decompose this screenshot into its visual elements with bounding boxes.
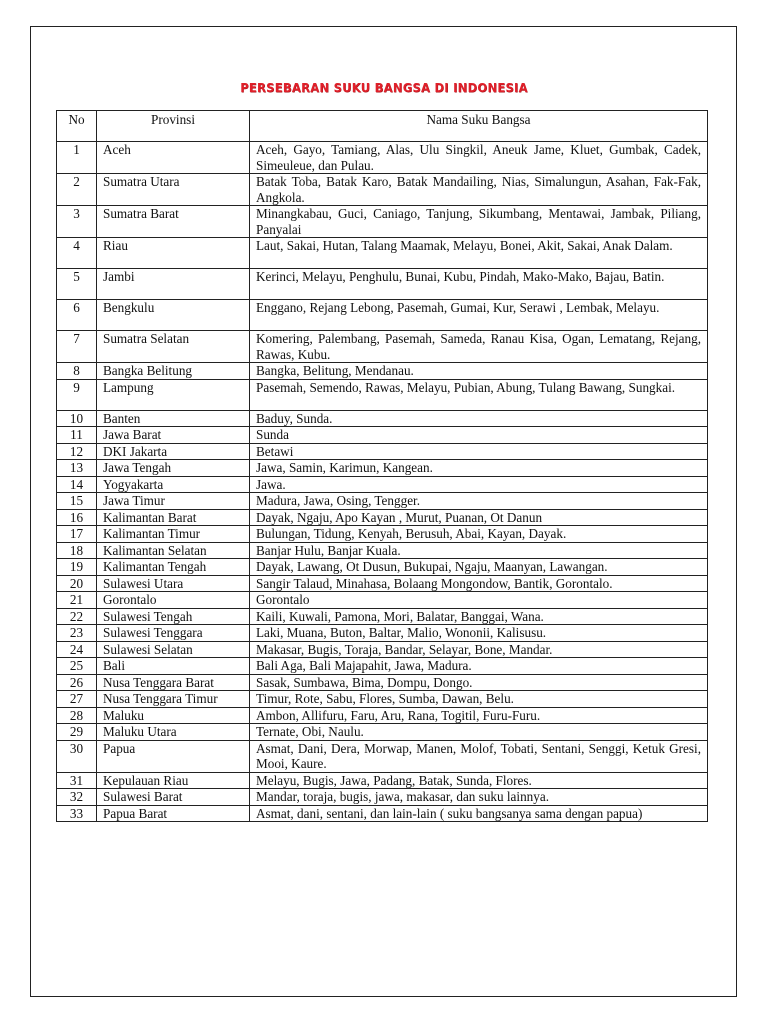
- row-number: 20: [57, 575, 97, 592]
- row-provinsi: Sulawesi Tenggara: [97, 625, 250, 642]
- row-suku-bangsa: Enggano, Rejang Lebong, Pasemah, Gumai, Kur, Serawi , Lembak, Melayu.: [250, 300, 708, 331]
- row-provinsi: Kalimantan Selatan: [97, 542, 250, 559]
- row-suku-bangsa: Melayu, Bugis, Jawa, Padang, Batak, Sunda, Flores.: [250, 772, 708, 789]
- row-number: 12: [57, 443, 97, 460]
- row-suku-bangsa: Banjar Hulu, Banjar Kuala.: [250, 542, 708, 559]
- row-number: 5: [57, 269, 97, 300]
- row-number: 15: [57, 493, 97, 510]
- row-suku-bangsa: Laut, Sakai, Hutan, Talang Maamak, Melayu, Bonei, Akit, Sakai, Anak Dalam.: [250, 238, 708, 269]
- row-provinsi: Sumatra Utara: [97, 174, 250, 206]
- row-suku-bangsa: Ternate, Obi, Naulu.: [250, 724, 708, 741]
- page-title: PERSEBARAN SUKU BANGSA DI INDONESIA: [240, 80, 528, 95]
- row-suku-bangsa: Ambon, Allifuru, Faru, Aru, Rana, Togitil, Furu-Furu.: [250, 707, 708, 724]
- table-row: [57, 724, 708, 741]
- row-number: 4: [57, 238, 97, 269]
- row-provinsi: Riau: [97, 238, 250, 269]
- header-suku: Nama Suku Bangsa: [250, 111, 708, 142]
- table-row: [57, 707, 708, 724]
- table-row: [57, 142, 708, 174]
- row-suku-bangsa: Jawa, Samin, Karimun, Kangean.: [250, 460, 708, 477]
- table-row: [57, 608, 708, 625]
- table-row: [57, 476, 708, 493]
- row-provinsi: Kalimantan Barat: [97, 509, 250, 526]
- row-number: 21: [57, 592, 97, 609]
- row-number: 6: [57, 300, 97, 331]
- row-provinsi: Kepulauan Riau: [97, 772, 250, 789]
- row-number: 17: [57, 526, 97, 543]
- row-number: 14: [57, 476, 97, 493]
- table-row: [57, 300, 708, 331]
- row-suku-bangsa: Madura, Jawa, Osing, Tengger.: [250, 493, 708, 510]
- row-provinsi: Gorontalo: [97, 592, 250, 609]
- row-suku-bangsa: Bangka, Belitung, Mendanau.: [250, 363, 708, 380]
- row-number: 33: [57, 805, 97, 822]
- row-provinsi: Jawa Timur: [97, 493, 250, 510]
- table-row: [57, 575, 708, 592]
- row-number: 18: [57, 542, 97, 559]
- row-provinsi: Jambi: [97, 269, 250, 300]
- row-number: 16: [57, 509, 97, 526]
- row-suku-bangsa: Dayak, Ngaju, Apo Kayan , Murut, Puanan, Ot Danun: [250, 509, 708, 526]
- table-row: [57, 269, 708, 300]
- row-suku-bangsa: Baduy, Sunda.: [250, 410, 708, 427]
- row-provinsi: Banten: [97, 410, 250, 427]
- table-row: [57, 331, 708, 363]
- row-number: 27: [57, 691, 97, 708]
- row-suku-bangsa: Sunda: [250, 427, 708, 444]
- row-suku-bangsa: Kaili, Kuwali, Pamona, Mori, Balatar, Banggai, Wana.: [250, 608, 708, 625]
- row-number: 13: [57, 460, 97, 477]
- row-suku-bangsa: Betawi: [250, 443, 708, 460]
- table-row: [57, 592, 708, 609]
- row-provinsi: Papua Barat: [97, 805, 250, 822]
- row-number: 9: [57, 379, 97, 410]
- row-number: 26: [57, 674, 97, 691]
- table-row: [57, 379, 708, 410]
- row-suku-bangsa: Mandar, toraja, bugis, jawa, makasar, dan suku lainnya.: [250, 789, 708, 806]
- table-row: [57, 526, 708, 543]
- row-suku-bangsa: Laki, Muana, Buton, Baltar, Malio, Wononii, Kalisusu.: [250, 625, 708, 642]
- row-suku-bangsa: Sangir Talaud, Minahasa, Bolaang Mongondow, Bantik, Gorontalo.: [250, 575, 708, 592]
- row-suku-bangsa: Asmat, Dani, Dera, Morwap, Manen, Molof, Tobati, Sentani, Senggi, Ketuk Gresi, Mooi, Kaure.: [250, 740, 708, 772]
- table-row: [57, 658, 708, 675]
- row-suku-bangsa: Bulungan, Tidung, Kenyah, Berusuh, Abai, Kayan, Dayak.: [250, 526, 708, 543]
- row-provinsi: Sulawesi Utara: [97, 575, 250, 592]
- table-row: [57, 206, 708, 238]
- table-row: [57, 174, 708, 206]
- table-row: [57, 559, 708, 576]
- table-row: [57, 625, 708, 642]
- table-row: [57, 789, 708, 806]
- row-suku-bangsa: Pasemah, Semendo, Rawas, Melayu, Pubian, Abung, Tulang Bawang, Sungkai.: [250, 379, 708, 410]
- row-provinsi: Sumatra Barat: [97, 206, 250, 238]
- row-number: 28: [57, 707, 97, 724]
- row-suku-bangsa: Gorontalo: [250, 592, 708, 609]
- table-row: [57, 509, 708, 526]
- table-row: [57, 460, 708, 477]
- row-provinsi: Lampung: [97, 379, 250, 410]
- row-provinsi: Maluku: [97, 707, 250, 724]
- table-row: [57, 740, 708, 772]
- row-provinsi: Bengkulu: [97, 300, 250, 331]
- row-number: 10: [57, 410, 97, 427]
- row-provinsi: Sulawesi Barat: [97, 789, 250, 806]
- table-row: [57, 641, 708, 658]
- table-row: [57, 427, 708, 444]
- row-provinsi: Nusa Tenggara Timur: [97, 691, 250, 708]
- row-number: 30: [57, 740, 97, 772]
- row-suku-bangsa: Makasar, Bugis, Toraja, Bandar, Selayar, Bone, Mandar.: [250, 641, 708, 658]
- table-row: [57, 363, 708, 380]
- row-provinsi: Yogyakarta: [97, 476, 250, 493]
- row-suku-bangsa: Komering, Palembang, Pasemah, Sameda, Ranau Kisa, Ogan, Lematang, Rejang, Rawas, Kubu.: [250, 331, 708, 363]
- table-row: [57, 410, 708, 427]
- row-number: 7: [57, 331, 97, 363]
- row-provinsi: DKI Jakarta: [97, 443, 250, 460]
- table-row: [57, 443, 708, 460]
- table-row: [57, 238, 708, 269]
- row-number: 31: [57, 772, 97, 789]
- row-number: 25: [57, 658, 97, 675]
- row-provinsi: Jawa Barat: [97, 427, 250, 444]
- row-number: 24: [57, 641, 97, 658]
- row-number: 23: [57, 625, 97, 642]
- table-row: [57, 691, 708, 708]
- row-provinsi: Sulawesi Tengah: [97, 608, 250, 625]
- row-suku-bangsa: Batak Toba, Batak Karo, Batak Mandailing, Nias, Simalungun, Asahan, Fak-Fak, Angkola.: [250, 174, 708, 206]
- row-provinsi: Sumatra Selatan: [97, 331, 250, 363]
- row-suku-bangsa: Bali Aga, Bali Majapahit, Jawa, Madura.: [250, 658, 708, 675]
- row-suku-bangsa: Jawa.: [250, 476, 708, 493]
- row-provinsi: Maluku Utara: [97, 724, 250, 741]
- row-provinsi: Kalimantan Timur: [97, 526, 250, 543]
- table-row: [57, 805, 708, 822]
- row-provinsi: Sulawesi Selatan: [97, 641, 250, 658]
- table-row: [57, 674, 708, 691]
- row-number: 3: [57, 206, 97, 238]
- row-provinsi: Jawa Tengah: [97, 460, 250, 477]
- table-body: [57, 142, 708, 822]
- row-provinsi: Nusa Tenggara Barat: [97, 674, 250, 691]
- row-number: 8: [57, 363, 97, 380]
- table-row: [57, 542, 708, 559]
- row-provinsi: Aceh: [97, 142, 250, 174]
- row-provinsi: Bangka Belitung: [97, 363, 250, 380]
- row-suku-bangsa: Dayak, Lawang, Ot Dusun, Bukupai, Ngaju, Maanyan, Lawangan.: [250, 559, 708, 576]
- header-provinsi: Provinsi: [97, 111, 250, 142]
- table-header-row: [57, 111, 708, 142]
- row-number: 2: [57, 174, 97, 206]
- row-suku-bangsa: Asmat, dani, sentani, dan lain-lain ( suku bangsanya sama dengan papua): [250, 805, 708, 822]
- suku-bangsa-table: [56, 110, 708, 822]
- row-suku-bangsa: Sasak, Sumbawa, Bima, Dompu, Dongo.: [250, 674, 708, 691]
- row-number: 1: [57, 142, 97, 174]
- row-number: 32: [57, 789, 97, 806]
- row-suku-bangsa: Timur, Rote, Sabu, Flores, Sumba, Dawan, Belu.: [250, 691, 708, 708]
- row-provinsi: Kalimantan Tengah: [97, 559, 250, 576]
- table-row: [57, 493, 708, 510]
- row-number: 22: [57, 608, 97, 625]
- row-number: 19: [57, 559, 97, 576]
- row-provinsi: Bali: [97, 658, 250, 675]
- row-number: 29: [57, 724, 97, 741]
- row-number: 11: [57, 427, 97, 444]
- row-provinsi: Papua: [97, 740, 250, 772]
- row-suku-bangsa: Kerinci, Melayu, Penghulu, Bunai, Kubu, Pindah, Mako-Mako, Bajau, Batin.: [250, 269, 708, 300]
- table-row: [57, 772, 708, 789]
- header-no: No: [57, 111, 97, 142]
- row-suku-bangsa: Aceh, Gayo, Tamiang, Alas, Ulu Singkil, Aneuk Jame, Kluet, Gumbak, Cadek, Simeuleue, dan Pulau.: [250, 142, 708, 174]
- row-suku-bangsa: Minangkabau, Guci, Caniago, Tanjung, Sikumbang, Mentawai, Jambak, Piliang, Panyalai: [250, 206, 708, 238]
